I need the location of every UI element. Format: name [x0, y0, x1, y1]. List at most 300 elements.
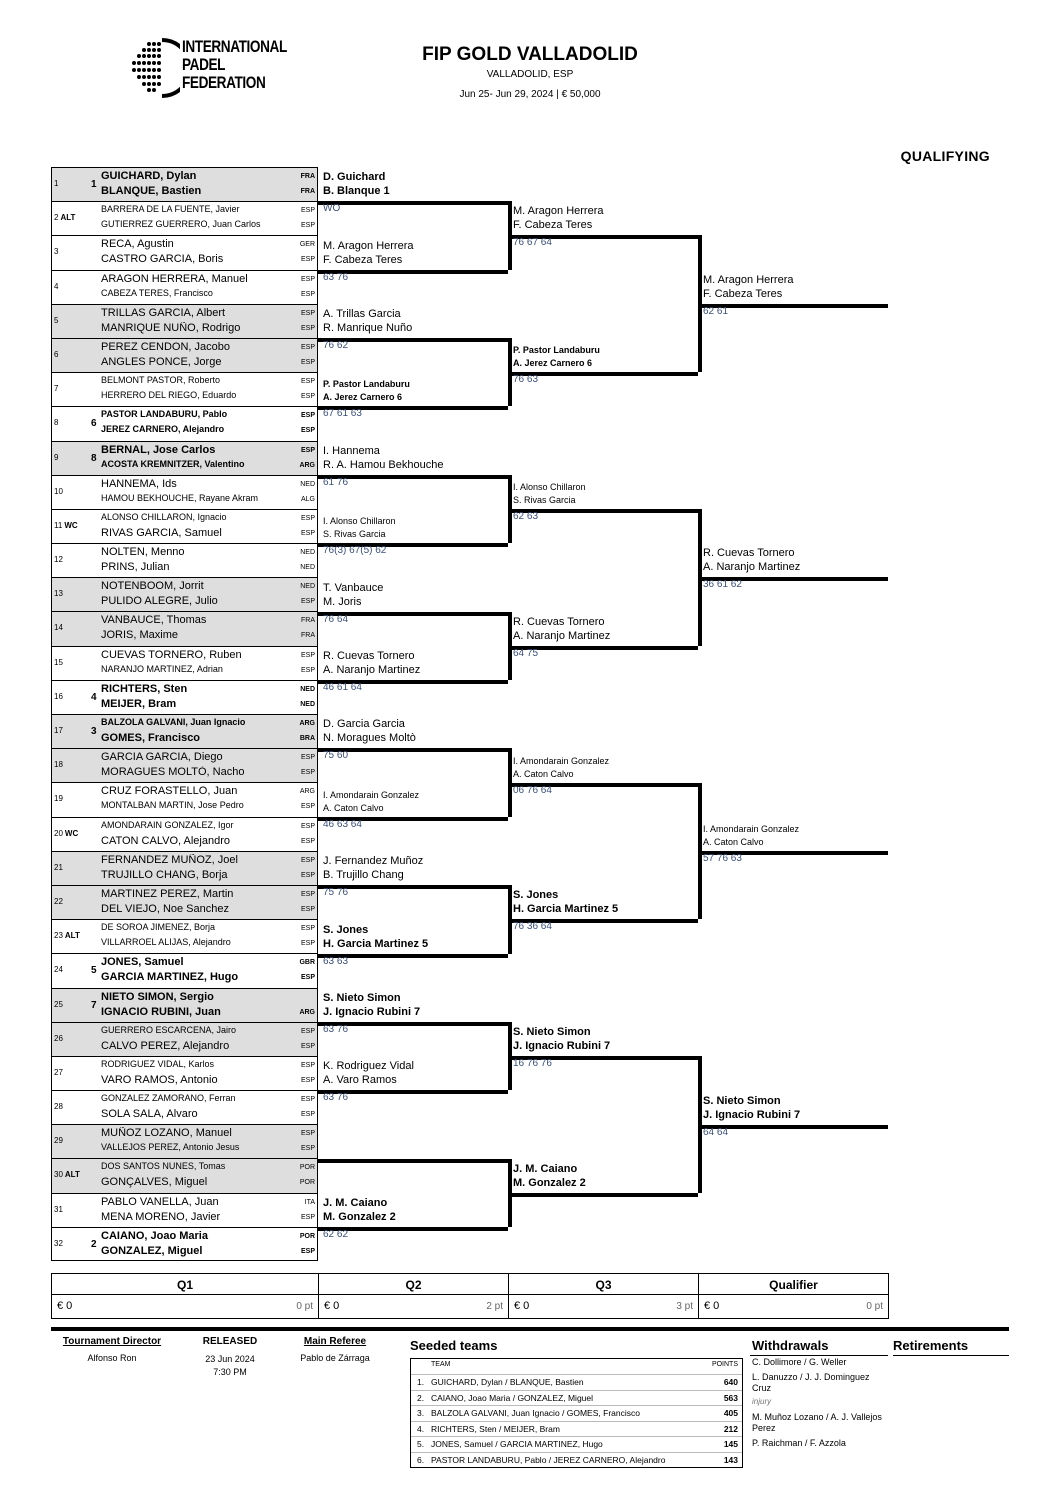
seed-points: 143 — [723, 1454, 738, 1465]
player-one: BERNAL, Jose Carlos — [101, 443, 216, 456]
withdrawals-title: Withdrawals — [752, 1338, 829, 1353]
seed-points: 640 — [723, 1377, 738, 1387]
winner-player-one: M. Aragon Herrera — [323, 239, 414, 252]
match-score: 16 76 76 — [513, 1058, 552, 1070]
winner-player-one: I. Amondarain Gonzalez — [703, 824, 800, 834]
player-two: HERRERO DEL RIEGO, Eduardo — [101, 390, 237, 401]
draw-position: 19 — [54, 794, 63, 804]
winner-player-two: A. Naranjo Martinez — [513, 629, 611, 642]
seeded-team-row — [411, 1421, 742, 1437]
player-two: CATON CALVO, Alejandro — [101, 834, 230, 847]
player-two: GONÇALVES, Miguel — [101, 1176, 208, 1189]
winner-player-one: R. Cuevas Tornero — [703, 547, 795, 560]
player-one: MUÑOZ LOZANO, Manuel — [101, 1127, 232, 1140]
player-one: RICHTERS, Sten — [101, 682, 188, 695]
winner-player-one: J. M. Caiano — [323, 1197, 388, 1210]
draw-entry — [51, 406, 318, 440]
match-score: 67 61 63 — [323, 408, 362, 420]
match-score: 62 63 — [513, 511, 539, 522]
player-two: BLANQUE, Bastien — [101, 185, 202, 197]
player-two: MEIJER, Bram — [101, 697, 177, 710]
draw-entry — [51, 953, 318, 987]
winner-player-one: K. Rodriguez Vidal — [323, 1060, 414, 1073]
withdrawal-item: C. Dollimore / G. Weller — [752, 1357, 847, 1367]
seeded-team-row — [411, 1374, 742, 1390]
draw-position: 14 — [54, 623, 63, 633]
player-two-country: ESP — [300, 769, 315, 777]
col-points: POINTS — [711, 1361, 738, 1368]
withdrawal-item: M. Muñoz Lozano / A. J. Vallejos Perez — [752, 1412, 882, 1433]
player-one-country: NED — [300, 685, 315, 693]
player-two-country: NED — [300, 700, 315, 708]
draw-position: 26 — [54, 1033, 63, 1043]
player-two-country: FRA — [301, 632, 315, 640]
draw-position: 12 — [54, 555, 63, 565]
fip-logo — [128, 36, 298, 100]
seed-number: 2 — [91, 1238, 97, 1250]
match-score: 61 76 — [323, 476, 349, 488]
winner-player-two: A. Caton Calvo — [323, 802, 384, 813]
seed-rank: 2. — [417, 1392, 425, 1403]
seed-number: 8 — [91, 452, 97, 464]
player-one: NOLTEN, Menno — [101, 546, 185, 559]
seeded-teams-title: Seeded teams — [410, 1338, 498, 1353]
player-two: VILLARROEL ALIJAS, Alejandro — [101, 937, 231, 948]
player-one-country: GBR — [299, 959, 315, 967]
player-one: DOS SANTOS NUNES, Tomas — [101, 1161, 226, 1172]
player-two: GOMES, Francisco — [101, 732, 201, 744]
draw-entry — [51, 235, 318, 269]
draw-entry — [51, 1022, 318, 1056]
tournament-location: VALLADOLID, ESP — [486, 69, 574, 80]
seed-rank: 3. — [417, 1408, 425, 1418]
draw-position: 23 ALT — [54, 931, 80, 941]
draw-position: 7 — [54, 384, 59, 394]
winner-player-two: A. Caton Calvo — [513, 768, 574, 779]
player-two-country: NED — [300, 564, 315, 572]
draw-position: 2 ALT — [54, 213, 76, 223]
player-one-country: GER — [299, 241, 315, 249]
winner-player-one: S. Jones — [513, 889, 559, 902]
winner-player-one: D. Guichard — [323, 171, 386, 184]
winner-player-two: H. Garcia Martinez 5 — [323, 937, 429, 950]
winner-player-two: B. Trujillo Chang — [323, 869, 404, 882]
withdrawal-reason: injury — [752, 1397, 772, 1406]
draw-entry — [51, 475, 318, 509]
col-team: TEAM — [431, 1361, 451, 1368]
player-one: JONES, Samuel — [101, 956, 184, 969]
winner-player-one: I. Amondarain Gonzalez — [513, 755, 610, 766]
match-score: 06 76 64 — [513, 784, 552, 796]
player-two: GARCIA MARTINEZ, Hugo — [101, 971, 239, 984]
match-score: 76 36 64 — [513, 921, 552, 933]
prize-money: € 0 — [324, 1300, 340, 1312]
player-two-country: ESP — [300, 974, 315, 982]
draw-entry — [51, 441, 318, 475]
seed-number: 1 — [91, 179, 97, 190]
winner-player-one: I. Alonso Chillaron — [323, 516, 396, 527]
player-two: ACOSTA KREMNITZER, Valentino — [101, 458, 245, 469]
player-two-country: ESP — [300, 1076, 315, 1084]
seed-number: 4 — [91, 691, 97, 703]
draw-entry — [51, 885, 318, 919]
winner-player-two: M. Joris — [323, 595, 362, 608]
round-points: 0 pt — [866, 1301, 883, 1312]
winner-player-two: R. Manrique Nuño — [323, 322, 413, 334]
winner-player-two: S. Rivas Garcia — [323, 529, 386, 540]
draw-entry — [51, 338, 318, 372]
player-one-country: ESP — [300, 651, 315, 659]
player-one: DE SOROA JIMENEZ, Borja — [101, 922, 216, 933]
player-one-country: ESP — [300, 207, 315, 215]
round-points: 0 pt — [296, 1301, 313, 1312]
draw-entry — [51, 851, 318, 885]
draw-position: 21 — [54, 862, 63, 872]
player-two-country: ESP — [300, 1145, 315, 1153]
player-two: ANGLES PONCE, Jorge — [101, 355, 222, 368]
winner-player-two: A. Naranjo Martinez — [703, 561, 801, 574]
draw-entry — [51, 748, 318, 782]
match-score: 76 67 64 — [513, 237, 552, 249]
winner-player-one: S. Nieto Simon — [513, 1026, 591, 1039]
player-one: AMONDARAIN GONZALEZ, Igor — [101, 819, 234, 830]
player-one-country: ESP — [300, 514, 315, 522]
rounds-header — [51, 1273, 889, 1295]
draw-position: 10 — [54, 486, 63, 496]
player-one: GONZALEZ ZAMORANO, Ferran — [101, 1093, 236, 1104]
draw-entry — [51, 680, 318, 714]
player-two-country: ESP — [300, 905, 315, 913]
tournament-director-label: Tournament Director — [62, 1336, 162, 1347]
seeded-team-row — [411, 1390, 742, 1406]
rounds-prize-row — [51, 1295, 889, 1319]
winner-player-two: A. Varo Ramos — [323, 1074, 397, 1087]
winner-player-two: F. Cabeza Teres — [703, 287, 783, 300]
draw-entry — [51, 646, 318, 680]
player-one: CRUZ FORASTELLO, Juan — [101, 785, 238, 798]
seed-number: 7 — [91, 999, 97, 1011]
draw-entry — [51, 270, 318, 304]
match-score: 36 61 62 — [703, 579, 742, 591]
draw-position: 8 — [54, 418, 59, 428]
fip-logo-text: INTERNATIONAL PADEL FEDERATION — [182, 37, 287, 92]
bracket-line — [508, 1193, 698, 1197]
seeded-teams-table — [410, 1358, 743, 1468]
winner-player-two: A. Naranjo Martinez — [323, 664, 421, 676]
seed-team: RICHTERS, Sten / MEIJER, Bram — [431, 1423, 560, 1434]
match-score: 76 63 — [513, 374, 539, 386]
player-two: DEL VIEJO, Noe Sanchez — [101, 902, 229, 915]
fip-logo-icon — [128, 36, 180, 100]
round-label-q1: Q1 — [52, 1274, 319, 1294]
player-one: GUERRERO ESCARCENA, Jairo — [101, 1024, 237, 1035]
draw-position: 4 — [54, 281, 59, 291]
player-one-country: ESP — [300, 856, 315, 864]
match-score: 57 76 63 — [703, 853, 742, 864]
player-two-country: ESP — [300, 324, 315, 332]
draw-position: 1 — [54, 179, 59, 188]
draw-position: 18 — [54, 760, 63, 770]
match-score: 63 76 — [323, 1092, 349, 1104]
player-two: GONZALEZ, Miguel — [101, 1244, 203, 1257]
winner-player-two: J. Ignacio Rubini 7 — [513, 1040, 611, 1053]
round-label-qualifier: Qualifier — [769, 1278, 818, 1292]
draw-position: 24 — [54, 965, 63, 975]
winner-player-one: S. Nieto Simon — [323, 992, 401, 1004]
prize-money: € 0 — [57, 1300, 73, 1312]
seed-points: 563 — [723, 1392, 738, 1403]
player-one-country: ARG — [299, 720, 315, 727]
winner-player-one: I. Alonso Chillaron — [513, 482, 586, 492]
winner-player-two: R. A. Hamou Bekhouche — [323, 458, 444, 471]
match-score: 64 75 — [513, 647, 539, 659]
player-one-country: ESP — [300, 822, 315, 830]
draw-entry — [51, 611, 318, 645]
player-one: HANNEMA, Ids — [101, 477, 177, 490]
winner-player-two: J. Ignacio Rubini 7 — [323, 1006, 421, 1018]
player-one: FERNANDEZ MUÑOZ, Joel — [101, 853, 238, 866]
winner-player-two: A. Jerez Carnero 6 — [323, 392, 403, 403]
match-score: 76(3) 67(5) 62 — [323, 545, 387, 557]
player-one: ARAGON HERRERA, Manuel — [101, 272, 248, 285]
seed-rank: 1. — [417, 1377, 425, 1387]
tournament-dates: Jun 25- Jun 29, 2024 | € 50,000 — [459, 89, 601, 100]
match-score: 63 76 — [323, 271, 349, 283]
player-one-country: ITA — [304, 1198, 315, 1206]
draw-position: 6 — [54, 349, 59, 359]
match-score: 75 60 — [323, 750, 349, 762]
player-one-country: ESP — [300, 378, 315, 386]
draw-position: 31 — [54, 1204, 63, 1214]
player-two-country: ESP — [300, 940, 315, 948]
released-label: RELEASED — [202, 1336, 258, 1347]
player-two: PULIDO ALEGRE, Julio — [101, 595, 218, 608]
draw-position: 11 WC — [54, 520, 78, 530]
player-two: IGNACIO RUBINI, Juan — [101, 1005, 221, 1018]
player-one-country: NED — [300, 583, 315, 591]
winner-player-two: A. Jerez Carnero 6 — [513, 358, 593, 369]
player-one: NOTENBOOM, Jorrit — [101, 580, 204, 593]
main-referee-value: Pablo de Zárraga — [300, 1353, 370, 1363]
winner-player-one: P. Pastor Landaburu — [323, 379, 410, 390]
player-two: SOLA SALA, Alvaro — [101, 1108, 198, 1121]
bracket-line — [318, 201, 508, 205]
draw-position: 3 — [54, 247, 59, 257]
seed-number: 5 — [91, 965, 97, 977]
seeded-team-row — [411, 1452, 742, 1468]
draw-position: 5 — [54, 315, 59, 325]
player-one: VANBAUCE, Thomas — [101, 614, 207, 627]
released-value: 23 Jun 2024 7:30 PM — [205, 1354, 255, 1377]
match-score: 62 61 — [703, 305, 729, 317]
player-two-country: BRA — [299, 735, 315, 742]
round-points: 3 pt — [676, 1301, 693, 1312]
player-one-country: ESP — [300, 1061, 315, 1069]
match-score: WO — [323, 203, 341, 215]
match-score: 75 76 — [323, 887, 349, 899]
retirements-title: Retirements — [893, 1338, 969, 1353]
seed-number: 6 — [91, 418, 97, 430]
player-two-country: ESP — [300, 358, 315, 366]
footer-divider — [51, 1327, 1009, 1331]
player-one-country: ESP — [300, 925, 315, 933]
player-two: MONTALBAN MARTIN, Jose Pedro — [101, 800, 244, 811]
player-two-country: ESP — [300, 290, 315, 298]
seed-team: GUICHARD, Dylan / BLANQUE, Bastien — [431, 1377, 584, 1387]
seed-team: JONES, Samuel / GARCIA MARTINEZ, Hugo — [431, 1439, 603, 1449]
winner-player-two: F. Cabeza Teres — [323, 253, 403, 266]
player-one-country: ESP — [300, 1130, 315, 1138]
winner-player-one: J. Fernandez Muñoz — [323, 855, 424, 868]
player-one-country: FRA — [301, 617, 315, 625]
seeded-team-row — [411, 1436, 742, 1452]
seed-points: 145 — [723, 1439, 738, 1449]
seed-number: 3 — [91, 726, 97, 737]
winner-player-two: M. Gonzalez 2 — [513, 1177, 586, 1189]
draw-position: 25 — [54, 999, 63, 1009]
player-one: GARCIA GARCIA, Diego — [101, 751, 223, 764]
draw-entry — [51, 1193, 318, 1227]
player-two: MORAGUES MOLTÒ, Nacho — [101, 766, 245, 779]
player-two-country: ESP — [300, 529, 315, 537]
player-one: RECA, Agustin — [101, 238, 174, 251]
draw-entries — [51, 167, 318, 1261]
withdrawal-item: P. Raichman / F. Azzola — [752, 1438, 846, 1448]
draw-entry — [51, 1124, 318, 1158]
player-one: CAIANO, Joao Maria — [101, 1229, 208, 1242]
draw-position: 20 WC — [54, 828, 79, 838]
match-score: 63 63 — [323, 955, 349, 967]
draw-entry — [51, 1090, 318, 1124]
match-score: 76 62 — [323, 340, 349, 351]
seed-rank: 6. — [417, 1454, 425, 1465]
player-two-country: ESP — [300, 256, 315, 264]
winner-player-one: S. Jones — [323, 923, 369, 936]
player-two-country: ESP — [300, 1213, 315, 1221]
draw-position: 27 — [54, 1067, 63, 1077]
player-one-country: ESP — [300, 446, 315, 454]
seeded-team-row — [411, 1405, 742, 1421]
winner-player-one: R. Cuevas Tornero — [513, 615, 605, 628]
seed-team: CAIANO, Joao Maria / GONZALEZ, Miguel — [431, 1392, 594, 1403]
draw-position: 30 ALT — [54, 1170, 80, 1180]
match-score: 76 64 — [323, 613, 349, 625]
player-two: RIVAS GARCIA, Samuel — [101, 526, 222, 539]
player-two: TRUJILLO CHANG, Borja — [101, 868, 228, 881]
draw-entry — [51, 919, 318, 953]
winner-player-two: B. Blanque 1 — [323, 185, 390, 198]
player-two-country: ESP — [300, 393, 315, 401]
player-one: GUICHARD, Dylan — [101, 170, 197, 182]
draw-position: 17 — [54, 726, 63, 735]
player-one: BALZOLA GALVANI, Juan Ignacio — [101, 717, 246, 727]
player-two-country: ESP — [300, 427, 315, 435]
match-score: 46 63 64 — [323, 818, 362, 830]
draw-position: 9 — [54, 452, 59, 462]
winner-player-one: I. Hannema — [323, 444, 380, 457]
draw-position: 28 — [54, 1102, 63, 1112]
winner-player-one: D. Garcia Garcia — [323, 718, 405, 731]
winner-player-one: S. Nieto Simon — [703, 1094, 781, 1107]
player-one-country: ESP — [300, 309, 315, 317]
draw-entry — [51, 1227, 318, 1261]
seed-rank: 4. — [417, 1423, 425, 1434]
draw-entry — [51, 1158, 318, 1192]
player-one: PASTOR LANDABURU, Pablo — [101, 409, 228, 420]
winner-player-one: M. Aragon Herrera — [703, 273, 794, 286]
draw-position: 15 — [54, 657, 63, 667]
player-one: BELMONT PASTOR, Roberto — [101, 375, 221, 386]
draw-entry — [51, 817, 318, 851]
player-one: CUEVAS TORNERO, Ruben — [101, 648, 242, 661]
player-two: CALVO PEREZ, Alejandro — [101, 1039, 230, 1052]
winner-player-one: J. M. Caiano — [513, 1163, 578, 1175]
draw-entry — [51, 201, 318, 235]
player-two-country: ESP — [300, 222, 315, 230]
player-one-country: ESP — [300, 1096, 315, 1104]
player-one-country: POR — [299, 1164, 315, 1172]
seed-points: 212 — [723, 1423, 738, 1434]
match-score: 64 64 — [703, 1126, 729, 1138]
draw-position: 13 — [54, 589, 63, 599]
player-two-country: POR — [299, 1179, 315, 1187]
player-one: MARTINEZ PEREZ, Martin — [101, 887, 234, 900]
winner-player-two: F. Cabeza Teres — [513, 219, 593, 232]
bracket-line — [318, 1159, 508, 1163]
player-two-country: ARG — [299, 461, 315, 469]
draw-position: 29 — [54, 1136, 63, 1146]
winner-player-two: A. Caton Calvo — [703, 837, 764, 847]
player-one: PABLO VANELLA, Juan — [101, 1195, 219, 1208]
player-two: PRINS, Julian — [101, 561, 170, 574]
draw-entry — [51, 714, 318, 748]
draw-entry — [51, 577, 318, 611]
draw-entry — [51, 988, 318, 1022]
draw-entry — [51, 167, 318, 201]
seed-team: PASTOR LANDABURU, Pablo / JEREZ CARNERO, Alejandro — [431, 1454, 666, 1465]
seed-rank: 5. — [417, 1439, 425, 1449]
winner-player-one: M. Aragon Herrera — [513, 205, 604, 218]
winner-player-one: I. Amondarain Gonzalez — [323, 789, 420, 800]
withdrawals-divider — [750, 1355, 888, 1356]
draw-entry — [51, 1056, 318, 1090]
match-score: 46 61 64 — [323, 682, 362, 693]
player-two-country: FRA — [300, 188, 315, 195]
player-two-country: ESP — [300, 598, 315, 606]
player-one-country: ESP — [300, 754, 315, 762]
winner-player-two: H. Garcia Martinez 5 — [513, 903, 619, 916]
seed-team: BALZOLA GALVANI, Juan Ignacio / GOMES, Francisco — [431, 1408, 640, 1418]
tournament-director-value: Alfonso Ron — [87, 1353, 137, 1363]
seed-points: 405 — [723, 1408, 738, 1418]
player-one: PEREZ CENDON, Jacobo — [101, 340, 230, 353]
round-points: 2 pt — [486, 1301, 503, 1312]
winner-player-two: N. Moragues Moltò — [323, 732, 416, 745]
player-two-country: ESP — [300, 1042, 315, 1050]
winner-player-two: J. Ignacio Rubini 7 — [703, 1108, 801, 1121]
winner-player-one: A. Trillas Garcia — [323, 308, 401, 320]
draw-entry — [51, 372, 318, 406]
player-one: RODRIGUEZ VIDAL, Karlos — [101, 1058, 215, 1069]
draw-position: 22 — [54, 896, 63, 906]
player-one-country: ESP — [300, 890, 315, 898]
player-two: VARO RAMOS, Antonio — [101, 1073, 218, 1086]
player-two: CABEZA TERES, Francisco — [101, 287, 213, 298]
tournament-title: FIP GOLD VALLADOLID — [422, 44, 638, 65]
player-two-country: ESP — [300, 837, 315, 845]
draw-entry — [51, 509, 318, 543]
draw-entry — [51, 782, 318, 816]
